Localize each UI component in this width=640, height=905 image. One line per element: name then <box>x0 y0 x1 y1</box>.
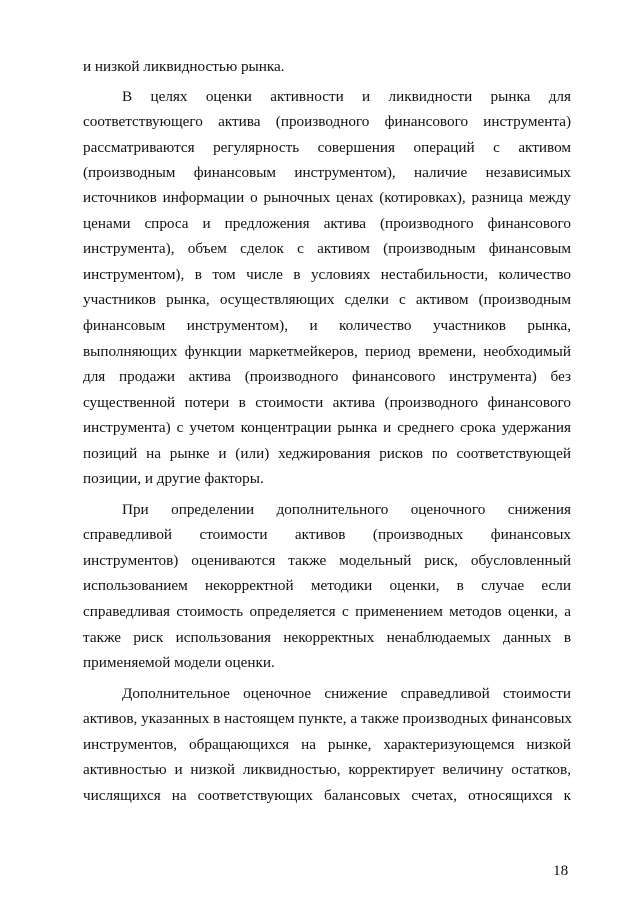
text-line-16: позиций на рынке и (или) хеджирования рисков по соответствующей <box>83 445 571 462</box>
paragraph-3-first-line: Дополнительное оценочное снижение справедливой стоимости <box>122 685 571 702</box>
text-line-6: источников информации о рыночных ценах (котировках), разница между <box>83 189 571 206</box>
text-line-7: ценами спроса и предложения актива (производного финансового <box>83 215 571 232</box>
text-line-8: инструмента), объем сделок с активом (производным финансовым <box>83 240 571 257</box>
text-line-1: и низкой ликвидностью рынка. <box>83 58 285 75</box>
text-line-12: выполняющих функции маркетмейкеров, период времени, необходимый <box>83 343 571 360</box>
text-line-19: справедливой стоимости активов (производных финансовых <box>83 526 571 543</box>
text-line-24: применяемой модели оценки. <box>83 654 275 671</box>
text-line-3: соответствующего актива (производного финансового инструмента) <box>83 113 571 130</box>
paragraph-2-first-line: При определении дополнительного оценочного снижения <box>122 501 571 518</box>
text-line-4: рассматриваются регулярность совершения операций с активом <box>83 139 571 156</box>
text-line-26: активов, указанных в настоящем пункте, а также производных финансовых <box>83 710 573 727</box>
text-line-10: участников рынка, осуществляющих сделки с активом (производным <box>83 291 571 308</box>
text-line-29: числящихся на соответствующих балансовых счетах, относящихся к <box>83 787 571 804</box>
text-line-9: инструментом), в том числе в условиях нестабильности, количество <box>83 266 571 283</box>
text-line-5: (производным финансовым инструментом), наличие независимых <box>83 164 571 181</box>
text-line-22: справедливая стоимость определяется с применением методов оценки, а <box>83 603 571 620</box>
text-line-15: инструмента) с учетом концентрации рынка и среднего срока удержания <box>83 419 571 436</box>
paragraph-1-first-line: В целях оценки активности и ликвидности рынка для <box>122 88 571 105</box>
text-line-17: позиции, и другие факторы. <box>83 470 264 487</box>
text-line-11: финансовым инструментом), и количество участников рынка, <box>83 317 571 334</box>
text-line-14: существенной потери в стоимости актива (производного финансового <box>83 394 571 411</box>
page-number: 18 <box>553 862 569 879</box>
text-line-28: активностью и низкой ликвидностью, корректирует величину остатков, <box>83 761 571 778</box>
text-line-27: инструментов, обращающихся на рынке, характеризующемся низкой <box>83 736 571 753</box>
text-line-13: для продажи актива (производного финансового инструмента) без <box>83 368 571 385</box>
text-line-20: инструментов) оцениваются также модельный риск, обусловленный <box>83 552 571 569</box>
text-line-21: использованием некорректной методики оценки, в случае если <box>83 577 571 594</box>
text-line-23: также риск использования некорректных ненаблюдаемых данных в <box>83 629 571 646</box>
